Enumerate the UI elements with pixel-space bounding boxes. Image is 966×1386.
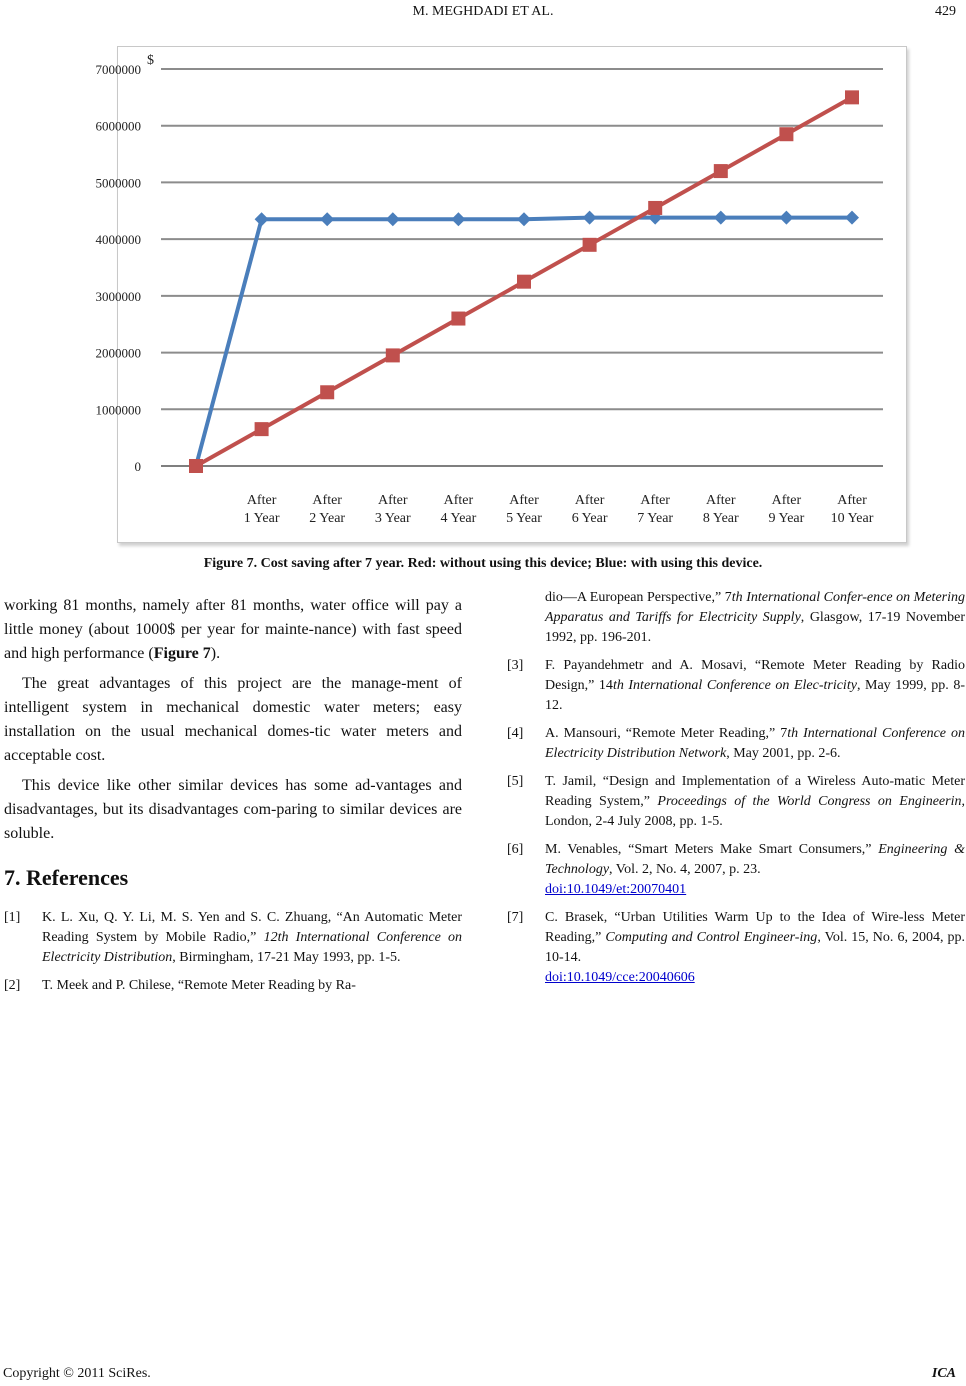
right-column — [507, 588, 965, 996]
reference-number: [3] — [507, 658, 524, 673]
reference-venue: 12th International Conference on Electricity Distribution — [42, 930, 462, 965]
x-tick-label: 2 Year — [309, 511, 346, 526]
reference-7 — [507, 908, 965, 988]
reference-1 — [4, 908, 462, 968]
reference-2-continued — [507, 588, 965, 648]
reference-number: [4] — [507, 726, 524, 741]
reference-text-end: , Birmingham, 17-21 May 1993, pp. 1-5. — [172, 950, 401, 965]
reference-number: [1] — [4, 910, 21, 925]
paragraph-3: This device like other similar devices has some ad-vantages and disadvantages, but its disadvantages com-paring to similar devices are soluble. — [4, 777, 462, 842]
y-tick-label: 5000000 — [95, 175, 141, 191]
reference-number: [6] — [507, 842, 524, 857]
paragraph-1-text-a: working 81 months, namely after 81 months, water office will pay a little money (about 1000$ per year for mainte-nance) with fast speed and high performance ( — [4, 597, 462, 662]
reference-venue: th International Conference on Electricity Distribution Network — [545, 726, 965, 761]
data-point — [255, 422, 269, 436]
y-tick-label: 1000000 — [95, 402, 141, 418]
x-tick-label: 7 Year — [637, 511, 674, 526]
journal-name: ICA — [931, 1366, 956, 1381]
reference-venue: Computing and Control Engineer-ing — [605, 930, 818, 945]
x-tick-label: After — [771, 493, 802, 508]
figure-7-chart — [95, 46, 907, 543]
x-tick-label: 1 Year — [243, 511, 280, 526]
reference-text: C. Brasek, “Urban Utilities Warm Up to the Idea of Wire-less Meter Reading,” — [545, 910, 965, 945]
y-tick-label: 6000000 — [95, 118, 141, 134]
reference-text-end: , Vol. 2, No. 4, 2007, p. 23. — [609, 862, 761, 877]
data-point — [845, 90, 859, 104]
series-line — [196, 218, 852, 466]
data-point — [714, 211, 728, 225]
reference-text: K. L. Xu, Q. Y. Li, M. S. Yen and S. C. Zhuang, “An Automatic Meter Reading System by Mobile Radio,” — [42, 910, 462, 945]
doi-link[interactable]: doi:10.1049/cce:20040606 — [545, 970, 695, 985]
data-point — [779, 211, 793, 225]
x-tick-label: After — [640, 493, 670, 508]
reference-venue: th International Conference on Elec-tricity — [612, 678, 857, 693]
reference-venue: Proceedings of the World Congress on Engineerin — [657, 794, 962, 809]
running-head-authors: M. MEGHDADI ET AL. — [412, 4, 554, 19]
x-tick-label: After — [574, 493, 605, 508]
x-tick-label: After — [837, 493, 867, 508]
x-tick-label: 3 Year — [374, 511, 411, 526]
data-point — [320, 385, 334, 399]
reference-text: T. Meek and P. Chilese, “Remote Meter Reading by Ra- — [42, 978, 356, 993]
doi-link[interactable]: doi:10.1049/et:20070401 — [545, 882, 687, 897]
reference-2 — [4, 976, 462, 996]
reference-3 — [507, 656, 965, 716]
y-axis-label: $ — [147, 53, 154, 68]
data-point — [714, 164, 728, 178]
reference-6 — [507, 840, 965, 900]
reference-number: [5] — [507, 774, 524, 789]
page-header — [0, 2, 966, 22]
x-tick-label: After — [312, 493, 342, 508]
data-point — [845, 211, 859, 225]
data-point — [517, 212, 531, 226]
y-tick-label: 2000000 — [95, 345, 141, 361]
page-number: 429 — [935, 4, 956, 19]
data-point — [583, 238, 597, 252]
data-point — [189, 459, 203, 473]
copyright-text: Copyright © 2011 SciRes. — [3, 1366, 151, 1381]
reference-text: T. Jamil, “Design and Implementation of a Wireless Auto-matic Meter Reading System,” — [545, 774, 965, 809]
y-tick-label: 7000000 — [95, 62, 141, 77]
paragraph-1 — [4, 594, 462, 666]
reference-venue: th International Confer-ence on Metering Apparatus and Tariffs for Electricity Supply — [545, 590, 965, 625]
reference-text-end: , May 1999, pp. 8-12. — [545, 678, 965, 713]
data-point — [386, 348, 400, 362]
y-tick-label: 4000000 — [95, 232, 141, 248]
reference-text-end: , Glasgow, 17-19 November 1992, pp. 196-201. — [545, 610, 965, 645]
x-tick-label: 10 Year — [830, 511, 874, 526]
page-footer — [0, 1364, 966, 1386]
reference-text: M. Venables, “Smart Meters Make Smart Consumers,” — [545, 842, 879, 857]
paragraph-2: The great advantages of this project are the manage-ment of intelligent system in mechanical domestic water meters; easy installation on the usual mechanical domes-tic water meters and acceptable cost. — [4, 675, 462, 764]
data-point — [648, 201, 662, 215]
reference-number: [2] — [4, 978, 21, 993]
x-tick-label: After — [246, 493, 277, 508]
x-tick-label: 4 Year — [440, 511, 477, 526]
x-tick-label: After — [706, 493, 736, 508]
y-tick-label: 3000000 — [95, 288, 141, 304]
line-chart — [95, 47, 906, 542]
data-point — [779, 127, 793, 141]
x-tick-label: After — [443, 493, 474, 508]
left-column — [4, 594, 462, 1004]
reference-text: A. Mansouri, “Remote Meter Reading,” 7 — [545, 726, 788, 741]
data-point — [255, 212, 269, 226]
reference-number: [7] — [507, 910, 524, 925]
reference-text: F. Payandehmetr and A. Mosavi, “Remote Meter Reading by Radio Design,” 14 — [545, 658, 965, 693]
reference-venue: Engineering & Technology — [545, 842, 965, 877]
x-tick-label: After — [509, 493, 539, 508]
data-point — [517, 275, 531, 289]
figure-reference: Figure 7 — [153, 645, 211, 662]
data-point — [451, 212, 465, 226]
x-tick-label: 6 Year — [571, 511, 608, 526]
data-point — [451, 312, 465, 326]
paragraph-1-text-b: ). — [210, 645, 221, 662]
data-point — [320, 212, 334, 226]
reference-5 — [507, 772, 965, 832]
data-point — [583, 211, 597, 225]
reference-text-end: , Vol. 15, No. 6, 2004, pp. 10-14. — [545, 930, 965, 965]
x-tick-label: 9 Year — [768, 511, 805, 526]
reference-text: dio—A European Perspective,” 7 — [545, 590, 732, 605]
reference-4 — [507, 724, 965, 764]
figure-caption: Figure 7. Cost saving after 7 year. Red: without using this device; Blue: with using this device. — [203, 556, 763, 571]
x-tick-label: 5 Year — [506, 511, 542, 526]
x-tick-label: After — [378, 493, 408, 508]
section-title-references: 7. References — [4, 865, 129, 890]
y-tick-label: 0 — [134, 459, 141, 474]
data-point — [386, 212, 400, 226]
reference-text-end: , London, 2-4 July 2008, pp. 1-5. — [545, 794, 965, 829]
x-tick-label: 8 Year — [702, 511, 739, 526]
reference-text-end: , May 2001, pp. 2-6. — [726, 746, 841, 761]
